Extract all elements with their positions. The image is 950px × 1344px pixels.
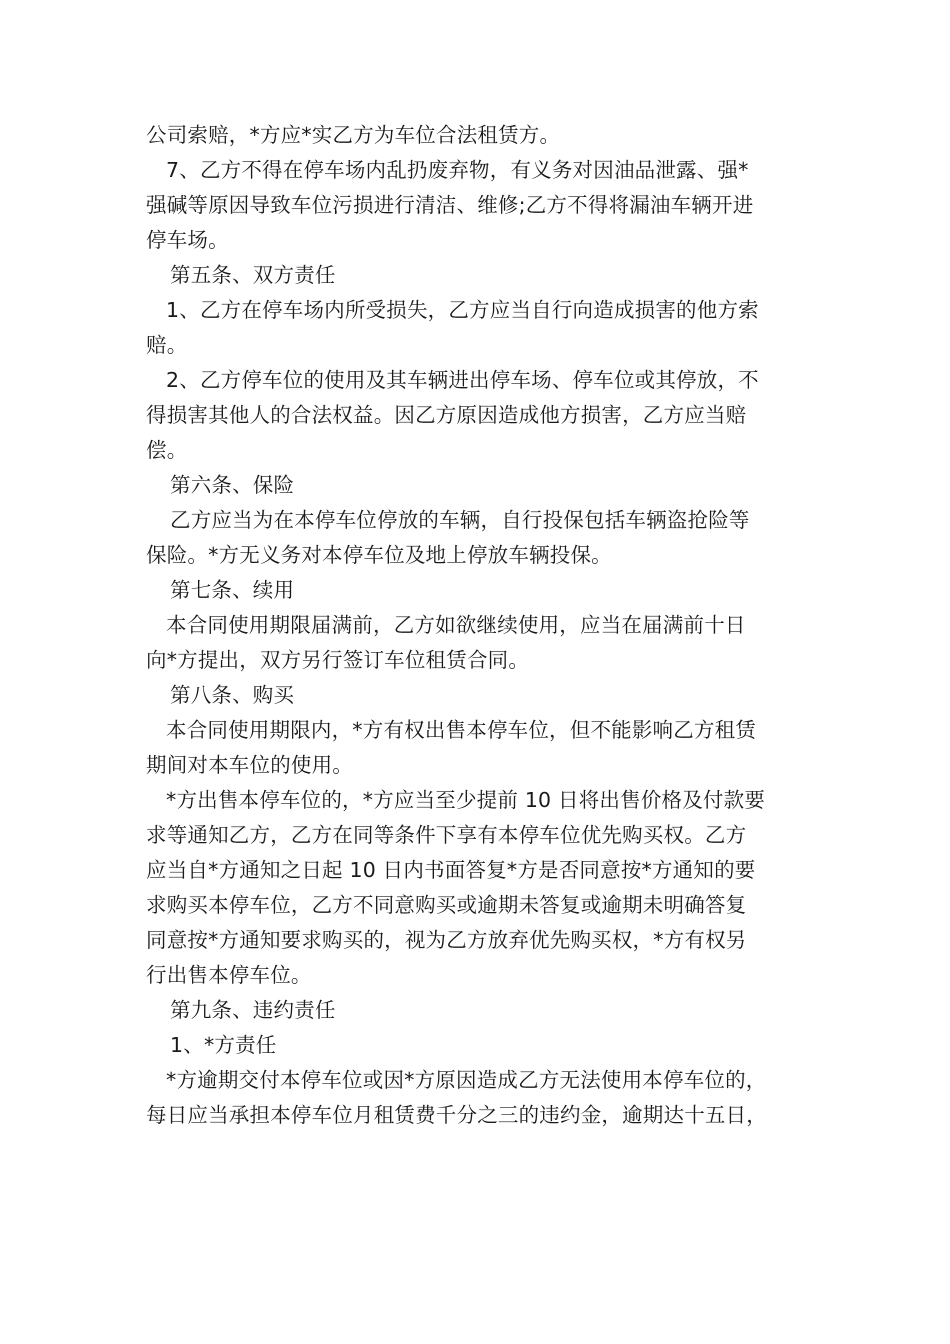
text-line: 1、乙方在停车场内所受损失，乙方应当自行向造成损害的他方索 bbox=[166, 298, 759, 322]
section-paragraph bbox=[146, 993, 814, 1028]
text-line: 同意按*方通知要求购买的，视为乙方放弃优先购买权，*方有权另 bbox=[146, 928, 747, 952]
text-line: 赔。 bbox=[146, 333, 188, 357]
text-line: 偿。 bbox=[146, 438, 188, 462]
body-paragraph bbox=[146, 153, 814, 258]
text-line: 第八条、购买 bbox=[170, 683, 295, 707]
text-line: 行出售本停车位。 bbox=[146, 963, 312, 987]
body-paragraph bbox=[146, 608, 814, 678]
section-paragraph bbox=[146, 258, 814, 293]
body-paragraph bbox=[146, 783, 814, 993]
text-line: 每日应当承担本停车位月租赁费千分之三的违约金，逾期达十五日， bbox=[146, 1103, 767, 1127]
body-paragraph bbox=[146, 293, 814, 363]
text-line: 得损害其他人的合法权益。因乙方原因造成他方损害，乙方应当赔 bbox=[146, 403, 747, 427]
text-line: 第九条、违约责任 bbox=[170, 998, 336, 1022]
section-paragraph bbox=[146, 468, 814, 503]
text-line: 第七条、续用 bbox=[170, 578, 295, 602]
text-line: 保险。*方无义务对本停车位及地上停放车辆投保。 bbox=[146, 543, 612, 567]
body-paragraph bbox=[146, 118, 814, 153]
text-line: 应当自*方通知之日起 10 日内书面答复*方是否同意按*方通知的要 bbox=[146, 858, 756, 882]
text-line: 强碱等原因导致车位污损进行清洁、维修;乙方不得将漏油车辆开进 bbox=[146, 193, 754, 217]
text-line: 第五条、双方责任 bbox=[170, 263, 336, 287]
text-line: 7、乙方不得在停车场内乱扔废弃物，有义务对因油品泄露、强* bbox=[166, 158, 749, 182]
text-line: 本合同使用期限届满前，乙方如欲继续使用，应当在届满前十日 bbox=[166, 613, 746, 637]
body-paragraph bbox=[146, 1063, 814, 1133]
text-line: 2、乙方停车位的使用及其车辆进出停车场、停车位或其停放，不 bbox=[166, 368, 759, 392]
text-line: 求等通知乙方，乙方在同等条件下享有本停车位优先购买权。乙方 bbox=[146, 823, 747, 847]
text-line: 乙方应当为在本停车位停放的车辆，自行投保包括车辆盗抢险等 bbox=[170, 508, 750, 532]
section-paragraph bbox=[146, 503, 814, 573]
text-line: *方逾期交付本停车位或因*方原因造成乙方无法使用本停车位的， bbox=[166, 1068, 767, 1092]
body-paragraph bbox=[146, 713, 814, 783]
text-line: 本合同使用期限内，*方有权出售本停车位，但不能影响乙方租赁 bbox=[166, 718, 757, 742]
text-line: 第六条、保险 bbox=[170, 473, 295, 497]
text-line: 向*方提出，双方另行签订车位租赁合同。 bbox=[146, 648, 530, 672]
section-paragraph bbox=[146, 678, 814, 713]
body-paragraph bbox=[146, 363, 814, 468]
text-line: 停车场。 bbox=[146, 228, 229, 252]
document-page bbox=[146, 118, 814, 1133]
section-paragraph bbox=[146, 573, 814, 608]
text-line: *方出售本停车位的，*方应当至少提前 10 日将出售价格及付款要 bbox=[166, 788, 766, 812]
text-line: 公司索赔，*方应*实乙方为车位合法租赁方。 bbox=[146, 123, 561, 147]
text-line: 期间对本车位的使用。 bbox=[146, 753, 353, 777]
section-paragraph bbox=[146, 1028, 814, 1063]
text-line: 1、*方责任 bbox=[170, 1033, 277, 1057]
text-line: 求购买本停车位，乙方不同意购买或逾期未答复或逾期未明确答复 bbox=[146, 893, 747, 917]
